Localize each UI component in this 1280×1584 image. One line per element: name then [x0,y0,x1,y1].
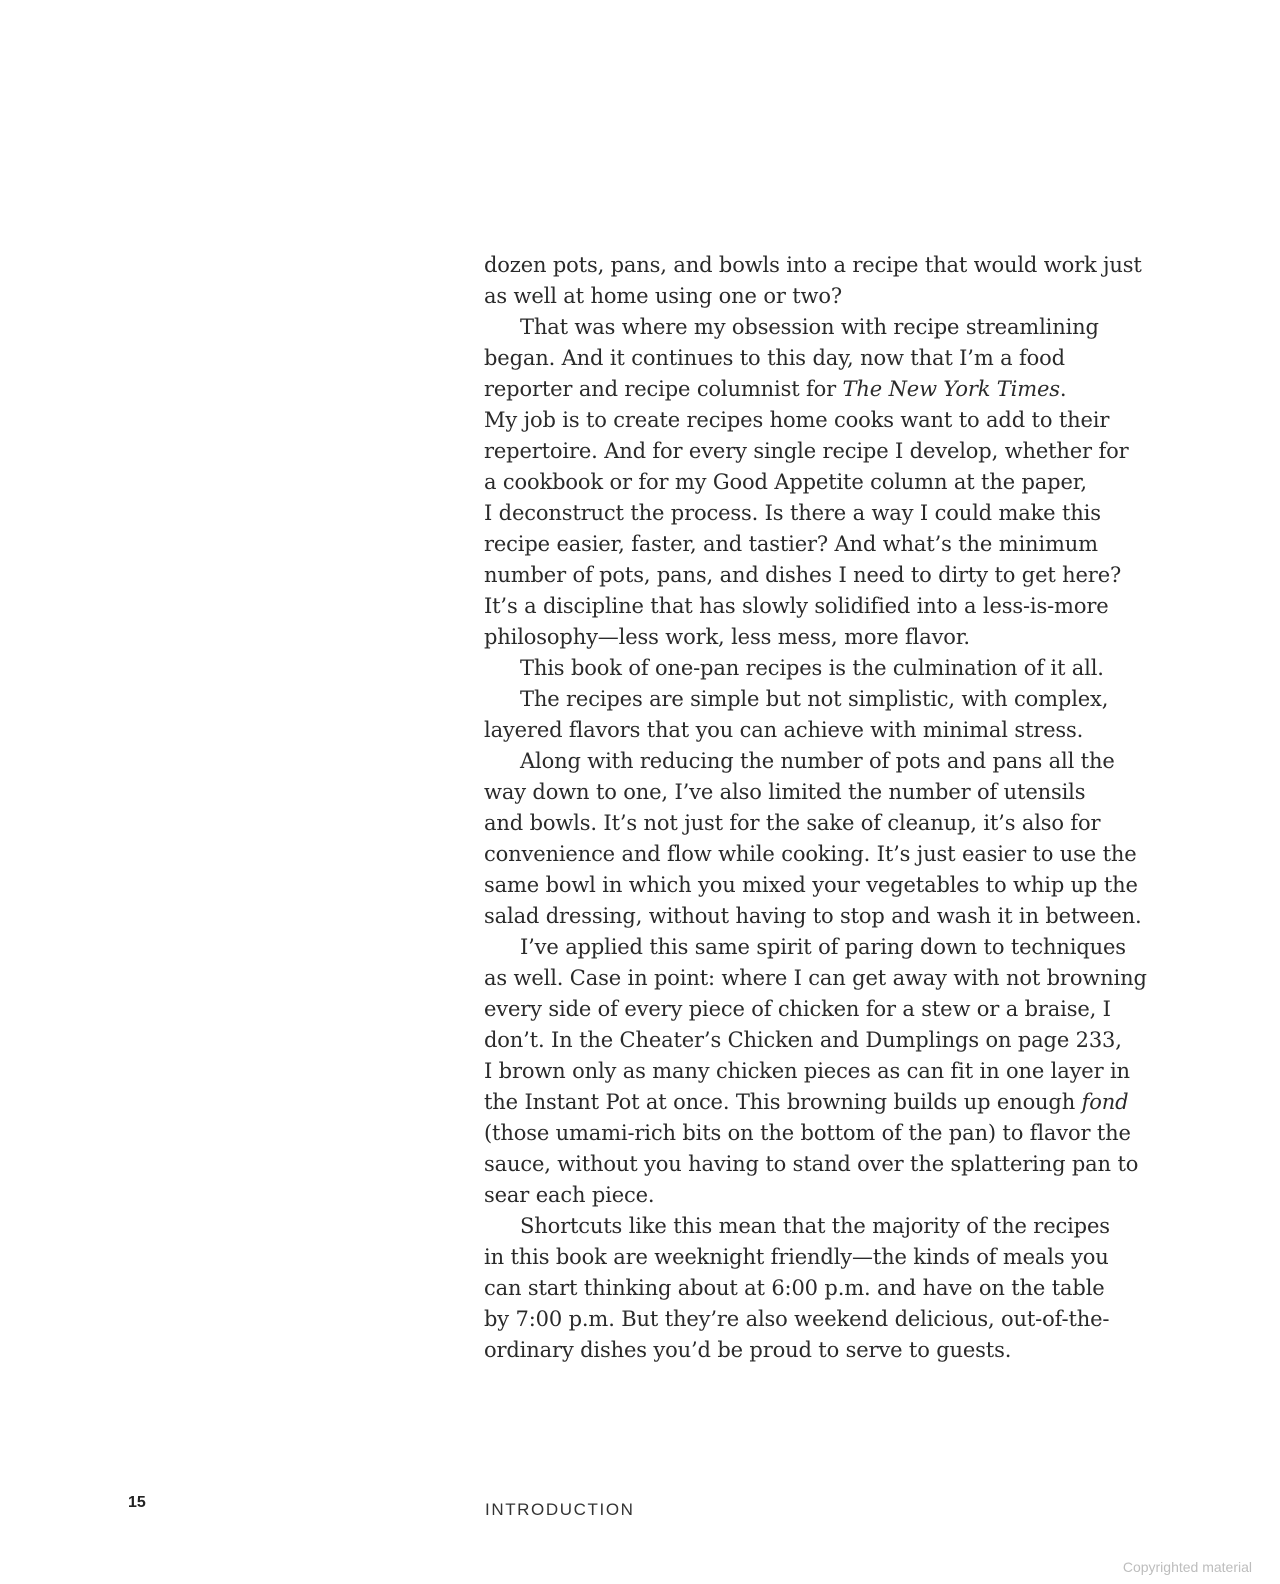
paragraph-start-line: I’ve applied this same spirit of paring down to techniques [520,935,1126,959]
text-line: convenience and flow while cooking. It’s just easier to use the [484,842,1137,866]
text-line: recipe easier, faster, and tastier? And what’s the minimum [484,532,1098,556]
text-line: way down to one, I’ve also limited the number of utensils [484,780,1086,804]
line-text: reporter and recipe columnist for [484,377,843,401]
text-line: dozen pots, pans, and bowls into a recipe that would work just [484,253,1142,277]
text-line: every side of every piece of chicken for a stew or a braise, I [484,997,1111,1021]
text-line: sauce, without you having to stand over the splattering pan to [484,1152,1139,1176]
text-line: My job is to create recipes home cooks want to add to their [484,408,1110,432]
text-line: in this book are weeknight friendly—the kinds of meals you [484,1245,1109,1269]
paragraph-start-line: Shortcuts like this mean that the majority of the recipes [520,1214,1110,1238]
running-footer: INTRODUCTION [485,1500,635,1519]
body-text [484,250,1147,1366]
text-line: by 7:00 p.m. But they’re also weekend delicious, out-of-the- [484,1307,1110,1331]
italic-term: fond [1081,1090,1129,1114]
text-line: began. And it continues to this day, now that I’m a food [484,346,1065,370]
paragraph-start-line: Along with reducing the number of pots and pans all the [520,749,1115,773]
text-line: can start thinking about at 6:00 p.m. and have on the table [484,1276,1105,1300]
text-line [484,374,1144,405]
publication-title: The New York Times [842,377,1060,401]
text-line: as well at home using one or two? [484,284,842,308]
text-line: I deconstruct the process. Is there a way I could make this [484,501,1101,525]
text-line: a cookbook or for my Good Appetite column at the paper, [484,470,1087,494]
text-line: same bowl in which you mixed your vegetables to whip up the [484,873,1138,897]
text-line: It’s a discipline that has slowly solidified into a less-is-more [484,594,1109,618]
text-line: don’t. In the Cheater’s Chicken and Dumplings on page 233, [484,1028,1122,1052]
text-line: and bowls. It’s not just for the sake of cleanup, it’s also for [484,811,1101,835]
line-text: . [1059,377,1067,401]
text-line [484,1087,1144,1118]
text-line: as well. Case in point: where I can get away with not browning [484,966,1147,990]
paragraph-start-line: This book of one-pan recipes is the culmination of it all. [520,656,1104,680]
text-line: (those umami-rich bits on the bottom of the pan) to flavor the [484,1121,1131,1145]
line-text: the Instant Pot at once. This browning builds up enough [484,1090,1082,1114]
text-line: salad dressing, without having to stop and wash it in between. [484,904,1142,928]
text-line: repertoire. And for every single recipe I develop, whether for [484,439,1129,463]
paragraph-start-line: That was where my obsession with recipe streamlining [520,315,1099,339]
page-number: 15 [128,1494,146,1511]
text-line: I brown only as many chicken pieces as can fit in one layer in [484,1059,1130,1083]
paragraph-start-line: The recipes are simple but not simplistic, with complex, [520,687,1109,711]
text-line: number of pots, pans, and dishes I need to dirty to get here? [484,563,1122,587]
text-line: philosophy—less work, less mess, more flavor. [484,625,970,649]
text-line: ordinary dishes you’d be proud to serve to guests. [484,1338,1012,1362]
text-line: layered flavors that you can achieve with minimal stress. [484,718,1084,742]
text-line: sear each piece. [484,1183,655,1207]
copyright-note: Copyrighted material [1122,1559,1252,1575]
